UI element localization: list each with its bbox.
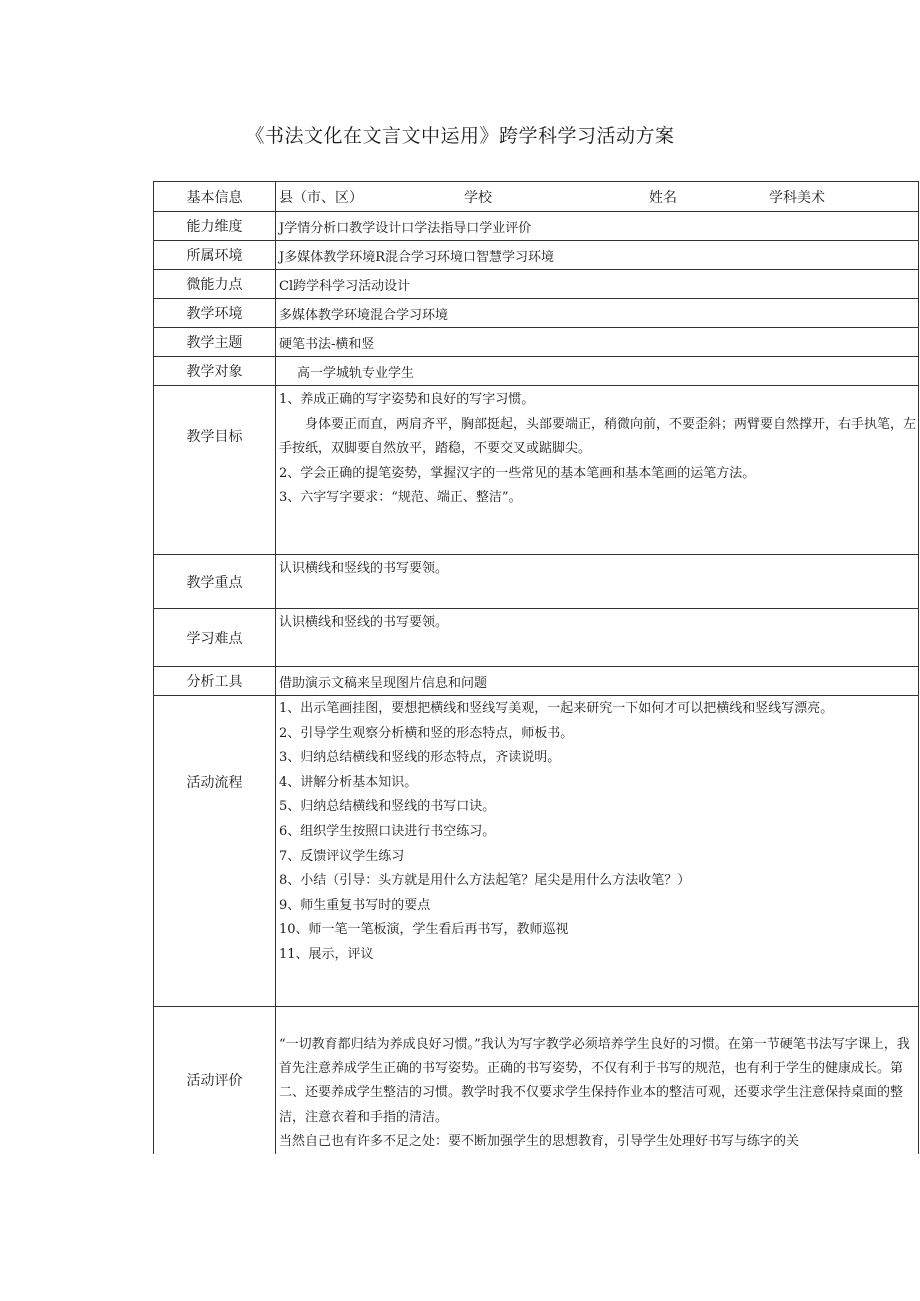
label-difficulty: 学习难点 [154,609,276,667]
label-key-point: 教学重点 [154,555,276,609]
school-field: 学校 [464,189,492,206]
value-teaching-env: 多媒体教学环境混合学习环境 [276,299,919,328]
process-step: 11、展示，评议 [279,946,374,962]
row-audience [154,357,919,386]
evaluation-paragraph: 当然自己也有许多不足之处：要不断加强学生的思想教育，引导学生处理好书写与练字的关 [279,1133,800,1149]
row-ability [154,212,919,241]
objective-item: 3、六字写字要求：“规范、端正、整洁”。 [279,490,522,505]
process-cell [276,696,919,1007]
objectives-cell [276,386,919,555]
value-key-point: 认识横线和竖线的书写要领。 [276,555,919,609]
process-step: 3、归纳总结横线和竖线的形态特点，齐读说明。 [279,750,561,766]
label-environment: 所属环境 [154,241,276,270]
label-evaluation: 活动评价 [154,1007,276,1155]
process-step: 1、出示笔画挂图，要想把横线和竖线写美观，一起来研究一下如何才可以把横线和竖线写漂亮。 [279,701,834,716]
process-step: 10、师一笔一笔板演，学生看后再书写，教师巡视 [279,922,569,938]
process-step: 8、小结（引导：头方就是用什么方法起笔？尾尖是用什么方法收笔？） [279,873,691,889]
label-teaching-env: 教学环境 [154,299,276,328]
document-title: 《书法文化在文言文中运用》跨学科学习活动方案 [245,125,675,147]
value-environment: J多媒体教学环境R混合学习环境口智慧学习环境 [276,241,919,270]
label-objectives: 教学目标 [154,386,276,555]
label-audience: 教学对象 [154,357,276,386]
audience-text: 高一学城轨专业学生 [297,365,415,381]
row-teaching-env [154,299,919,328]
value-tools: 借助演示文稿来呈现图片信息和问题 [276,667,919,696]
objective-item: 2、学会正确的提笔姿势，掌握汉字的一些常见的基本笔画和基本笔画的运笔方法。 [279,465,756,481]
plan-table [153,181,919,1154]
label-basic-info: 基本信息 [154,182,276,212]
basic-info-cell [276,182,919,212]
row-environment [154,241,919,270]
name-field: 姓名 [649,189,677,206]
process-step: 7、反馈评议学生练习 [279,848,405,864]
row-basic-info [154,182,919,212]
value-ability: J学情分析口教学设计口学法指导口学业评价 [276,212,919,241]
process-step: 5、归纳总结横线和竖线的书写口诀。 [279,799,496,815]
process-step: 4、讲解分析基本知识。 [279,774,418,790]
evaluation-paragraph: “一切教育都归结为养成良好习惯。”我认为写字教学必须培养学生良好的习惯。在第一节硬笔书法写字课上，我首先注意养成学生正确的书写姿势。正确的书写姿势，不仅有利于书写的规范，也有利于学生的健康成长。第二、还要养成学生整洁的习惯。教学时我不仅要求学生保持作业本的整洁可观，还要求学生注意保持桌面的整洁，注意衣着和手指的清洁。 [279,1037,910,1125]
label-micro-ability: 微能力点 [154,270,276,299]
row-objectives [154,386,919,555]
label-theme: 教学主题 [154,328,276,357]
subject-field: 学科美术 [769,189,825,206]
value-audience [276,357,919,386]
value-difficulty: 认识横线和竖线的书写要领。 [276,609,919,667]
evaluation-cell [276,1007,919,1155]
process-step: 2、引导学生观察分析横和竖的形态特点，师板书。 [279,725,574,741]
label-tools: 分析工具 [154,667,276,696]
row-micro-ability [154,270,919,299]
row-theme [154,328,919,357]
process-step: 9、师生重复书写时的要点 [279,897,431,913]
value-micro-ability: Cl跨学科学习活动设计 [276,270,919,299]
label-ability: 能力维度 [154,212,276,241]
row-evaluation [154,1007,919,1155]
process-step: 6、组织学生按照口诀进行书空练习。 [279,823,496,839]
objective-item: 身体要正而直，两肩齐平，胸部挺起，头部要端正，稍微向前，不要歪斜；两臂要自然撑开，右手执笔，左手按纸，双脚要自然放平，踏稳，不要交叉或踮脚尖。 [279,416,917,456]
value-theme: 硬笔书法-横和竖 [276,328,919,357]
row-process [154,696,919,1007]
row-key-point [154,555,919,609]
label-process: 活动流程 [154,696,276,1007]
row-difficulty [154,609,919,667]
row-tools [154,667,919,696]
objective-item: 1、养成正确的写字姿势和良好的写字习惯。 [279,392,535,407]
county-field: 县（市、区） [279,189,363,206]
